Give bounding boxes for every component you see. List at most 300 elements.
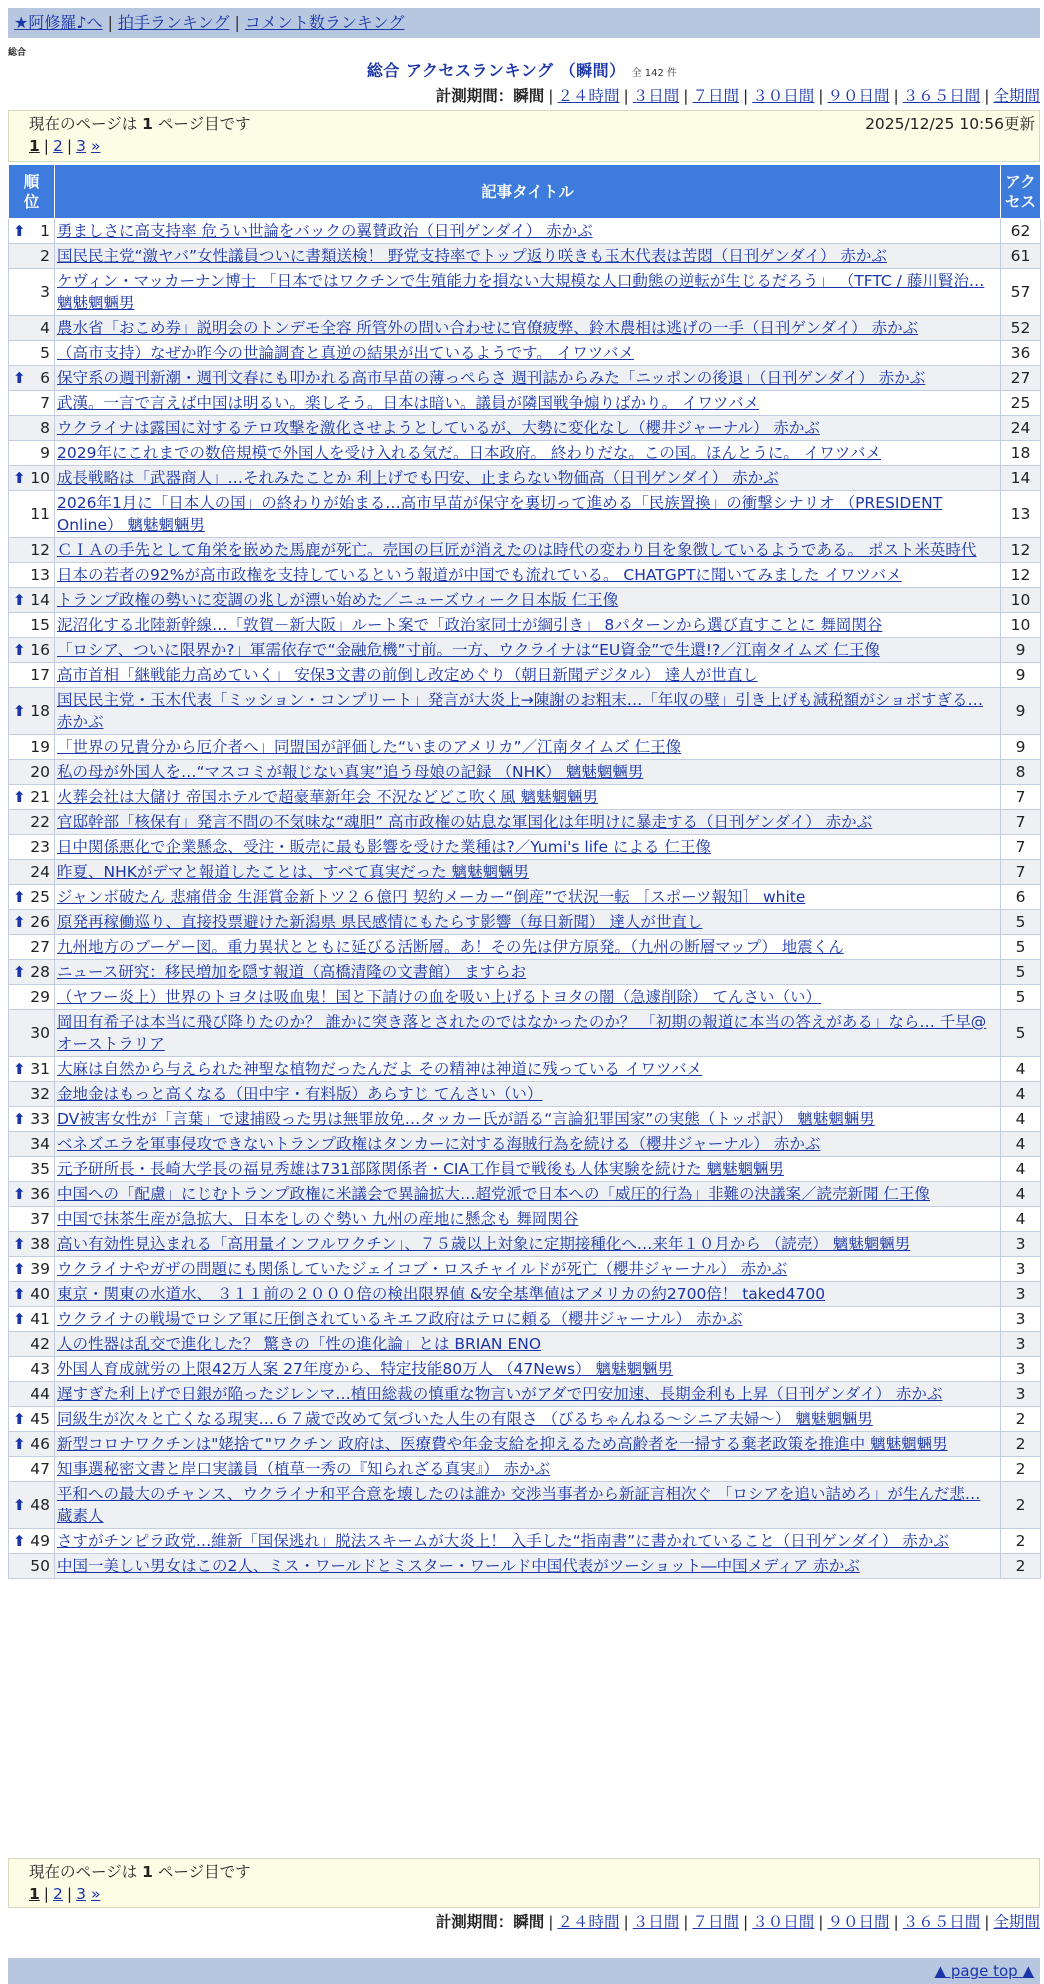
access-count: 9 [1001, 663, 1041, 688]
access-count: 5 [1001, 910, 1041, 935]
access-count: 9 [1001, 688, 1041, 735]
article-title-link[interactable]: ウクライナの戦場でロシア軍に圧倒されているキエフ政府はテロに頼る（櫻井ジャーナル） 赤かぶ [57, 1310, 743, 1328]
rank-up-icon: ⬆ [13, 888, 26, 906]
table-row [9, 1357, 1041, 1382]
rank-number: 27 [30, 938, 50, 956]
title-cell [55, 1332, 1001, 1357]
rank-number: 43 [30, 1360, 50, 1378]
table-row [9, 935, 1041, 960]
table-row [9, 663, 1041, 688]
title-cell [55, 1010, 1001, 1057]
rank-cell [9, 563, 55, 588]
rank-number: 26 [30, 913, 50, 931]
page-link[interactable]: 3 [76, 1885, 87, 1903]
article-title-link[interactable]: 農水省「おこめ券」説明会のトンデモ全容 所管外の問い合わせに官僚疲弊、鈴木農相は逃げの一手（日刊ゲンダイ） 赤かぶ [57, 319, 919, 337]
article-title-link[interactable]: （ヤフー炎上）世界のトヨタは吸血鬼！国と下請けの血を吸い上げるトヨタの闇（急遽削除） てんさい（い） [57, 988, 821, 1006]
period-option[interactable]: 全期間 [993, 1913, 1040, 1931]
title-cell [55, 341, 1001, 366]
period-selector-top [436, 85, 1040, 107]
article-title-link[interactable]: 国民民主党・玉木代表「ミッション・コンプリート」発言が大炎上→陳謝のお粗末…「年収の壁」引き上げも減税額がショボすぎる… 赤かぶ [57, 691, 983, 731]
article-title-link[interactable]: ケヴィン・マッカーナン博士 「日本ではワクチンで生殖能力を損ない大規模な人口動態の逆転が生じるだろう」 （TFTC / 藤川賢治… 魑魅魍魎男 [57, 272, 985, 312]
article-title-link[interactable]: ＣＩＡの手先として角栄を嵌めた馬鹿が死亡。売国の巨匠が消えたのは時代の変わり目を象徴しているようである。 ポスト米英時代 [57, 541, 977, 559]
title-cell [55, 1107, 1001, 1132]
rank-cell [9, 760, 55, 785]
access-count: 36 [1001, 341, 1041, 366]
title-cell [55, 935, 1001, 960]
article-title-link[interactable]: 元予研所長・長崎大学長の福見秀雄は731部隊関係者・CIA工作員で戦後も人体実験を続けた 魑魅魍魎男 [57, 1160, 785, 1178]
title-cell [55, 985, 1001, 1010]
table-row [9, 1457, 1041, 1482]
article-title-link[interactable]: 同級生が次々と亡くなる現実…６７歳で改めて気づいた人生の有限さ （びるちゃんねる〜シニア夫婦〜） 魑魅魍魎男 [57, 1410, 873, 1428]
rank-cell [9, 935, 55, 960]
rank-cell [9, 391, 55, 416]
table-row [9, 1207, 1041, 1232]
page-link[interactable]: 3 [76, 137, 87, 155]
home-link[interactable]: ★阿修羅♪へ [14, 13, 103, 32]
access-count: 9 [1001, 735, 1041, 760]
separator: | [548, 87, 554, 105]
rank-up-icon: ⬆ [13, 1410, 26, 1428]
next-page-link[interactable]: » [90, 137, 101, 155]
title-cell [55, 491, 1001, 538]
separator: | [66, 137, 73, 155]
article-title-link[interactable]: 国民民主党“激ヤバ”女性議員ついに書類送検！ 野党支持率でトップ返り咲きも玉木代表は苦悶（日刊ゲンダイ） 赤かぶ [57, 247, 887, 265]
rank-number: 46 [30, 1435, 50, 1453]
rank-number: 37 [30, 1210, 50, 1228]
rank-column-header: 順位 [9, 165, 55, 219]
access-count: 3 [1001, 1307, 1041, 1332]
rank-cell [9, 1132, 55, 1157]
page-link[interactable]: 2 [53, 137, 63, 155]
access-count: 52 [1001, 316, 1041, 341]
rank-number: 23 [30, 838, 50, 856]
rank-number: 42 [30, 1335, 50, 1353]
title-cell [55, 1432, 1001, 1457]
table-row [9, 538, 1041, 563]
rank-cell [9, 316, 55, 341]
title-column-header: 記事タイトル [55, 165, 1001, 219]
article-title-link[interactable]: 「世界の兄貴分から厄介者へ」同盟国が評価した“いまのアメリカ”／江南タイムズ 仁王像 [57, 738, 682, 756]
article-title-link[interactable]: 勇ましさに高支持率 危うい世論をバックの翼賛政治（日刊ゲンダイ） 赤かぶ [57, 222, 593, 240]
page-links-bottom [29, 1883, 1019, 1905]
rank-number: 4 [40, 319, 50, 337]
rank-cell [9, 835, 55, 860]
article-title-link[interactable]: ジャンボ破たん 悲痛借金 生涯賞金新トツ２６億円 契約メーカー“倒産”で状況一転 ［スポーツ報知］ white [57, 888, 806, 906]
table-row [9, 341, 1041, 366]
table-row [9, 860, 1041, 885]
period-option[interactable]: ３０日間 [752, 87, 815, 105]
article-title-link[interactable]: 日中関係悪化で企業懸念、受注・販売に最も影響を受けた業種は?／Yumi's life による 仁王像 [57, 838, 711, 856]
article-title-link[interactable]: 岡田有希子は本当に飛び降りたのか？ 誰かに突き落とされたのではなかったのか？ 「初期の報道に本当の答えがある」なら… 千早@オーストラリア [57, 1013, 987, 1053]
access-count: 2 [1001, 1457, 1041, 1482]
article-title-link[interactable]: ベネズエラを軍事侵攻できないトランプ政権はタンカーに対する海賊行為を続ける（櫻井ジャーナル） 赤かぶ [57, 1135, 821, 1153]
title-cell [55, 735, 1001, 760]
rank-up-icon: ⬆ [13, 702, 26, 720]
article-title-link[interactable]: ウクライナは露国に対するテロ攻撃を激化させようとしているが、大勢に変化なし（櫻井ジャーナル） 赤かぶ [57, 419, 820, 437]
article-title-link[interactable]: 高い有効性見込まれる「高用量インフルワクチン」、７５歳以上対象に定期接種化へ…来年１０月から （読売） 魑魅魍魎男 [57, 1235, 911, 1253]
access-count: 18 [1001, 441, 1041, 466]
period-option[interactable]: ３日間 [632, 87, 680, 105]
rank-up-icon: ⬆ [13, 1260, 26, 1278]
separator: | [66, 1885, 73, 1903]
article-title-link[interactable]: 東京・関東の水道水、 ３１１前の２０００倍の検出限界値 &安全基準値はアメリカの約2700倍！ taked4700 [57, 1285, 826, 1303]
rank-cell [9, 538, 55, 563]
pager-bottom [8, 1858, 1040, 1908]
title-cell [55, 663, 1001, 688]
period-label: 計測期間： [435, 1913, 514, 1931]
rank-number: 2 [40, 247, 50, 265]
table-row [9, 1382, 1041, 1407]
separator: | [43, 1885, 50, 1903]
separator: | [548, 1913, 554, 1931]
table-row [9, 219, 1041, 244]
current-page-number: 1 [142, 115, 153, 133]
title-cell [55, 960, 1001, 985]
access-count: 25 [1001, 391, 1041, 416]
article-title-link[interactable]: 火葬会社は大儲け 帝国ホテルで超豪華新年会 不況などどこ吹く風 魑魅魍魎男 [57, 788, 599, 806]
article-title-link[interactable]: 平和への最大のチャンス、ウクライナ和平合意を壊したのは誰か 交渉当事者から新証言相次ぐ 「ロシアを追い詰めろ」が生んだ悲… 蔵素人 [57, 1485, 981, 1525]
ranking-table-body [9, 219, 1041, 1579]
title-cell [55, 810, 1001, 835]
rank-number: 3 [40, 283, 50, 301]
rank-up-icon: ⬆ [13, 1496, 26, 1514]
period-label: 計測期間： [435, 87, 514, 105]
rank-cell [9, 885, 55, 910]
access-count: 3 [1001, 1357, 1041, 1382]
period-option[interactable]: ３６５日間 [902, 1913, 981, 1931]
rank-number: 16 [30, 641, 50, 659]
rank-cell [9, 416, 55, 441]
rank-number: 1 [40, 222, 50, 240]
access-count: 2 [1001, 1529, 1041, 1554]
rank-cell [9, 1554, 55, 1579]
access-count: 7 [1001, 785, 1041, 810]
article-title-link[interactable]: 2026年1月に「日本人の国」の終わりが始まる…高市早苗が保守を裏切って進める「民族置換」の衝撃シナリオ （PRESIDENT Online） 魑魅魍魎男 [57, 494, 943, 534]
rank-cell [9, 810, 55, 835]
period-option[interactable]: ９０日間 [827, 87, 890, 105]
separator: | [743, 1913, 749, 1931]
title-cell [55, 1082, 1001, 1107]
table-row [9, 885, 1041, 910]
rank-cell [9, 1207, 55, 1232]
current-page-link: 1 [29, 137, 40, 155]
table-row [9, 835, 1041, 860]
rank-cell [9, 960, 55, 985]
rank-up-icon: ⬆ [13, 1310, 26, 1328]
rank-number: 44 [30, 1385, 50, 1403]
access-count: 5 [1001, 935, 1041, 960]
title-cell [55, 785, 1001, 810]
rank-number: 38 [30, 1235, 50, 1253]
title-cell [55, 835, 1001, 860]
article-title-link[interactable]: 原発再稼働巡り、直接投票避けた新潟県 県民感情にもたらす影響（毎日新聞） 達人が世直し [57, 913, 703, 931]
table-row [9, 1132, 1041, 1157]
article-title-link[interactable]: ウクライナやガザの問題にも関係していたジェイコブ・ロスチャイルドが死亡（櫻井ジャーナル） 赤かぶ [57, 1260, 788, 1278]
article-title-link[interactable]: 中国で抹茶生産が急拡大、日本をしのぐ勢い 九州の産地に懸念も 舞岡関谷 [57, 1210, 579, 1228]
title-cell [55, 1157, 1001, 1182]
table-row [9, 688, 1041, 735]
article-title-link[interactable]: 外国人育成就労の上限42万人案 27年度から、特定技能80万人 （47News） 魑魅魍魎男 [57, 1360, 674, 1378]
title-cell [55, 538, 1001, 563]
rank-number: 20 [30, 763, 50, 781]
rank-number: 49 [30, 1532, 50, 1550]
rank-number: 19 [30, 738, 50, 756]
article-title-link[interactable]: 高市首相「継戦能力高めていく」 安保3文書の前倒し改定めぐり（朝日新聞デジタル） 達人が世直し [57, 666, 758, 684]
period-option[interactable]: ３６５日間 [902, 87, 981, 105]
rank-up-icon: ⬆ [13, 1060, 26, 1078]
article-title-link[interactable]: 「ロシア、ついに限界か?」軍需依存で“金融危機”寸前。一方、ウクライナは“EU資金”で生還!?／江南タイムズ 仁王像 [57, 641, 880, 659]
separator: | [623, 87, 629, 105]
period-option: 瞬間 [513, 1913, 545, 1931]
title-cell [55, 244, 1001, 269]
table-row [9, 1157, 1041, 1182]
rank-cell [9, 1357, 55, 1382]
rank-number: 47 [30, 1460, 50, 1478]
article-title-link[interactable]: 官邸幹部「核保有」発言不問の不気味な“魂胆” 高市政権の姑息な軍国化は年明けに暴走する（日刊ゲンダイ） 赤かぶ [57, 813, 873, 831]
article-title-link[interactable]: 泥沼化する北陸新幹線…「敦賀－新大阪」ルート案で「政治家同士が綱引き」 8パターンから選び直すことに 舞岡関谷 [57, 616, 883, 634]
separator: | [683, 87, 689, 105]
article-title-link[interactable]: 昨夏、NHKがデマと報道したことは、すべて真実だった 魑魅魍魎男 [57, 863, 530, 881]
title-cell [55, 466, 1001, 491]
rank-cell [9, 1057, 55, 1082]
table-row [9, 1307, 1041, 1332]
table-row [9, 416, 1041, 441]
rank-up-icon: ⬆ [13, 1235, 26, 1253]
rank-number: 14 [30, 591, 50, 609]
access-count: 3 [1001, 1257, 1041, 1282]
title-cell [55, 269, 1001, 316]
article-title-link[interactable]: 私の母が外国人を…“マスコミが報じない真実”追う母娘の記録 （NHK） 魑魅魍魎男 [57, 763, 644, 781]
access-count: 2 [1001, 1554, 1041, 1579]
article-title-link[interactable]: 中国への「配慮」にじむトランプ政権に米議会で異論拡大…超党派で日本への「威圧的行為」非難の決議案／読売新聞 仁王像 [57, 1185, 930, 1203]
rank-number: 6 [40, 369, 50, 387]
rank-cell [9, 1257, 55, 1282]
rank-cell [9, 1482, 55, 1529]
access-count: 8 [1001, 760, 1041, 785]
rank-number: 31 [30, 1060, 50, 1078]
period-option[interactable]: ９０日間 [827, 1913, 890, 1931]
title-cell [55, 1282, 1001, 1307]
rank-cell [9, 1082, 55, 1107]
title-cell [55, 613, 1001, 638]
rank-number: 7 [40, 394, 50, 412]
period-option[interactable]: ２４時間 [557, 1913, 620, 1931]
title-cell [55, 316, 1001, 341]
page-link[interactable]: 2 [53, 1885, 63, 1903]
title-cell [55, 1057, 1001, 1082]
article-title-link[interactable]: さすがチンピラ政党…維新「国保逃れ」脱法スキームが大炎上！ 入手した“指南書”に書かれていること（日刊ゲンダイ） 赤かぶ [57, 1532, 949, 1550]
access-count: 27 [1001, 366, 1041, 391]
article-title-link[interactable]: ニュース研究：移民増加を隠す報道（高橋清隆の文書館） ますらお [57, 963, 527, 981]
article-title-link[interactable]: 中国一美しい男女はこの2人、ミス・ワールドとミスター・ワールド中国代表がツーショット―中国メディア 赤かぶ [57, 1557, 860, 1575]
rank-cell [9, 269, 55, 316]
title-cell [55, 441, 1001, 466]
title-cell [55, 1357, 1001, 1382]
article-title-link[interactable]: 九州地方のブーゲー図。重力異状とともに延びる活断層。あ！その先は伊方原発。（九州の断層マップ） 地震くん [57, 938, 844, 956]
table-row [9, 1107, 1041, 1132]
access-count: 24 [1001, 416, 1041, 441]
article-title-link[interactable]: 知事選秘密文書と岸口実議員（植草一秀の『知られざる真実』） 赤かぶ [57, 1460, 551, 1478]
rank-number: 30 [30, 1024, 50, 1042]
rank-up-icon: ⬆ [13, 222, 26, 240]
separator: | [818, 87, 824, 105]
ranking-title: 総合 アクセスランキング （瞬間） [366, 61, 626, 80]
comment-ranking-link[interactable]: コメント数ランキング [244, 13, 405, 32]
article-title-link[interactable]: 遅すぎた利上げで日銀が陥ったジレンマ…植田総裁の慎重な物言いがアダで円安加速、長期金利も上昇（日刊ゲンダイ） 赤かぶ [57, 1385, 943, 1403]
title-cell [55, 638, 1001, 663]
access-count: 4 [1001, 1207, 1041, 1232]
period-option[interactable]: ２４時間 [557, 87, 620, 105]
rank-cell [9, 688, 55, 735]
title-cell [55, 366, 1001, 391]
access-count: 61 [1001, 244, 1041, 269]
rank-cell [9, 638, 55, 663]
period-option[interactable]: ７日間 [692, 87, 739, 105]
access-count: 5 [1001, 1010, 1041, 1057]
rank-number: 5 [40, 344, 50, 362]
title-cell [55, 219, 1001, 244]
page-top-link[interactable]: ▲ page top ▲ [934, 1962, 1034, 1980]
rank-cell [9, 1010, 55, 1057]
title-cell [55, 860, 1001, 885]
article-title-link[interactable]: 成長戦略は「武器商人」…それみたことか 利上げでも円安、止まらない物価高（日刊ゲンダイ） 赤かぶ [57, 469, 779, 487]
current-page-link: 1 [29, 1885, 40, 1903]
updated-timestamp: 2025/12/25 10:56更新 [865, 115, 1035, 133]
title-cell [55, 1257, 1001, 1282]
rank-up-icon: ⬆ [13, 369, 26, 387]
rank-up-icon: ⬆ [13, 963, 26, 981]
table-row [9, 1282, 1041, 1307]
top-nav-bar: ★阿修羅♪へ | 拍手ランキング | コメント数ランキング [8, 8, 1040, 38]
rank-number: 12 [30, 541, 50, 559]
table-row [9, 1010, 1041, 1057]
article-title-link[interactable]: （高市支持）なぜか昨今の世論調査と真逆の結果が出ているようです。 イワツバメ [57, 344, 634, 362]
rank-cell [9, 910, 55, 935]
access-count: 10 [1001, 588, 1041, 613]
table-row [9, 1332, 1041, 1357]
rank-number: 32 [30, 1085, 50, 1103]
rank-cell [9, 1157, 55, 1182]
table-row [9, 760, 1041, 785]
rank-cell [9, 1382, 55, 1407]
rank-cell [9, 1457, 55, 1482]
rank-cell [9, 1232, 55, 1257]
article-title-link[interactable]: 大麻は自然から与えられた神聖な植物だったんだよ その精神は神道に残っている イワツバメ [57, 1060, 703, 1078]
table-row [9, 316, 1041, 341]
rank-number: 8 [40, 419, 50, 437]
rank-number: 15 [30, 616, 50, 634]
rank-number: 18 [30, 702, 50, 720]
rank-up-icon: ⬆ [13, 1110, 26, 1128]
rank-cell [9, 244, 55, 269]
title-cell [55, 1307, 1001, 1332]
rank-cell [9, 735, 55, 760]
article-title-link[interactable]: 保守系の週刊新潮・週刊文春にも叩かれる高市早苗の薄っぺらさ 週刊誌からみた「ニッポンの後退」（日刊ゲンダイ） 赤かぶ [57, 369, 926, 387]
table-row [9, 563, 1041, 588]
table-row [9, 1182, 1041, 1207]
article-title-link[interactable]: 金地金はもっと高くなる（田中宇・有料版）あらすじ てんさい（い） [57, 1085, 543, 1103]
access-count: 13 [1001, 491, 1041, 538]
rank-cell [9, 219, 55, 244]
access-count: 62 [1001, 219, 1041, 244]
footer-bar [8, 1958, 1040, 1984]
table-row [9, 1529, 1041, 1554]
table-row [9, 1432, 1041, 1457]
access-count: 4 [1001, 1157, 1041, 1182]
separator: | [984, 87, 990, 105]
rank-number: 40 [30, 1285, 50, 1303]
rank-cell [9, 1107, 55, 1132]
rank-up-icon: ⬆ [13, 788, 26, 806]
rank-cell [9, 985, 55, 1010]
period-option: 瞬間 [513, 87, 545, 105]
period-option[interactable]: ３日間 [632, 1913, 680, 1931]
access-count: 3 [1001, 1282, 1041, 1307]
article-title-link[interactable]: DV被害女性が「言葉」で逮捕殴った男は無罪放免…タッカー氏が語る“言論犯罪国家”の実態（トッポ訳） 魑魅魍魎男 [57, 1110, 875, 1128]
title-cell [55, 391, 1001, 416]
table-row [9, 613, 1041, 638]
next-page-link[interactable]: » [90, 1885, 101, 1903]
article-title-link[interactable]: 新型コロナワクチンは"姥捨て"ワクチン 政府は、医療費や年金支給を抑えるため高齢者を一掃する棄老政策を推進中 魑魅魍魎男 [57, 1435, 948, 1453]
access-count: 4 [1001, 1132, 1041, 1157]
access-count: 14 [1001, 466, 1041, 491]
period-option[interactable]: ７日間 [692, 1913, 739, 1931]
period-option[interactable]: ３０日間 [752, 1913, 815, 1931]
title-cell [55, 1407, 1001, 1432]
table-row [9, 1057, 1041, 1082]
table-row [9, 366, 1041, 391]
rank-up-icon: ⬆ [13, 1435, 26, 1453]
access-count: 3 [1001, 1332, 1041, 1357]
table-row [9, 638, 1041, 663]
period-option[interactable]: 全期間 [993, 87, 1040, 105]
access-count: 5 [1001, 985, 1041, 1010]
rank-number: 36 [30, 1185, 50, 1203]
article-title-link[interactable]: 人の性器は乱交で進化した？ 驚きの「性の進化論」とは BRIAN ENO [57, 1335, 542, 1353]
access-count: 2 [1001, 1407, 1041, 1432]
article-title-link[interactable]: 武漢。一言で言えば中国は明るい。楽しそう。日本は暗い。議員が隣国戦争煽りばかり。 イワツバメ [57, 394, 760, 412]
rank-number: 24 [30, 863, 50, 881]
title-cell [55, 588, 1001, 613]
rank-number: 39 [30, 1260, 50, 1278]
table-row [9, 1257, 1041, 1282]
rank-number: 29 [30, 988, 50, 1006]
rank-number: 45 [30, 1410, 50, 1428]
rank-number: 22 [30, 813, 50, 831]
access-count: 6 [1001, 885, 1041, 910]
title-cell [55, 910, 1001, 935]
table-row [9, 1482, 1041, 1529]
rank-cell [9, 588, 55, 613]
rank-cell [9, 491, 55, 538]
title-cell [55, 688, 1001, 735]
rank-number: 25 [30, 888, 50, 906]
rank-number: 17 [30, 666, 50, 684]
access-count: 4 [1001, 1182, 1041, 1207]
rank-cell [9, 613, 55, 638]
clap-ranking-link[interactable]: 拍手ランキング [117, 13, 230, 32]
article-title-link[interactable]: 日本の若者の92%が高市政権を支持しているという報道が中国でも流れている。 CHATGPTに聞いてみました イワツバメ [57, 566, 902, 584]
article-title-link[interactable]: 2029年にこれまでの数倍規模で外国人を受け入れる気だ。日本政府。 終わりだな。この国。ほんとうに。 イワツバメ [57, 444, 881, 462]
article-title-link[interactable]: トランプ政権の勢いに変調の兆しが漂い始めた／ニューズウィーク日本版 仁王像 [57, 591, 619, 609]
rank-number: 35 [30, 1160, 50, 1178]
rank-number: 34 [30, 1135, 50, 1153]
table-row [9, 491, 1041, 538]
title-cell [55, 1482, 1001, 1529]
page-info: 現在のページは 1 ページ目です [29, 115, 251, 133]
access-count: 57 [1001, 269, 1041, 316]
access-count: 3 [1001, 1232, 1041, 1257]
